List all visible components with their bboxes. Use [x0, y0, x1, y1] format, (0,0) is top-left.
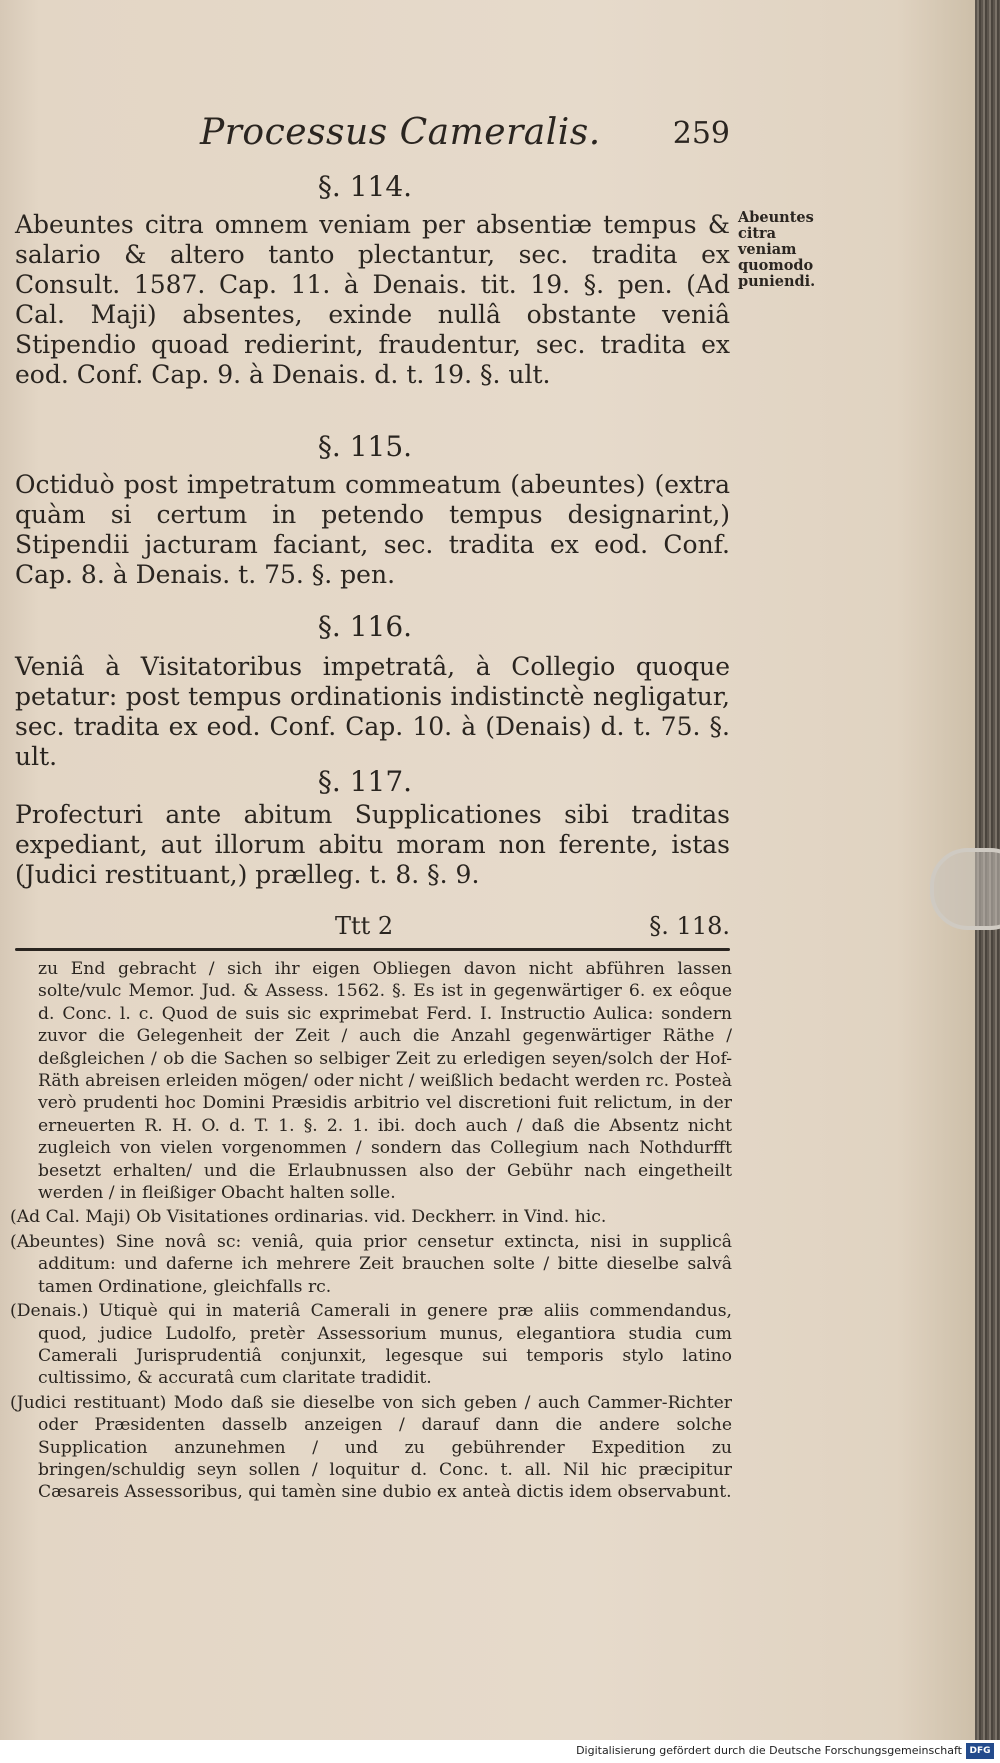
paragraph-115: Octiduò post impetratum commeatum (abeuntes) (extra quàm si certum in petendo tempus designarint,) Stipendii jacturam faciant, sec. tradita ex eod. Conf. Cap. 8. à Denais. t. 75. §. pen. — [15, 470, 730, 589]
paragraph-117: Profecturi ante abitum Supplicationes sibi traditas expediant, aut illorum abitu moram non ferente, istas (Judici restituant,) prælleg. t. 8. §. 9. — [15, 800, 730, 889]
footnote-ad-cal-maji: (Ad Cal. Maji) Ob Visitationes ordinarias. vid. Deckherr. in Vind. hic. — [10, 1207, 607, 1228]
footnote-continuation: zu End gebracht / sich ihr eigen Obliegen davon nicht abführen lassen solte/vulc Memor. Jud. & Assess. 1562. §. Es ist in gegenwärtiger 6. ex eôque d. Conc. l. c. Quod de suis sic exprimebat Ferd. I. Instructio Aulica: sondern zuvor die Gelegenheit der Zeit / auch die Anzahl gegenwärtiger Räthe / deßgleichen / ob die Sachen so selbiger Zeit zu erledigen seyen/solch der Hof-Räth abreisen erleiden mögen/ oder nicht / weißlich bedacht werden rc. Posteà verò prudenti hoc Domini Præsidis arbitrio vel discretioni fuit relictum, in der erneuerten R. H. O. d. T. 1. §. 2. 1. ibi. doch auch / daß die Absentz nicht zugleich von vielen vorgenommen / sondern das Collegium nach Nothdurfft besetzt erhalten/ und die Erlaubnussen also der Gebühr nach eingetheilt werden / in fleißiger Obacht halten solle. — [38, 959, 732, 1204]
page-number: 259 — [672, 116, 730, 151]
footnote-denais: (Denais.) Utiquè qui in materiâ Camerali in genere præ aliis commendandus, quod, judice Ludolfo, pretèr Assessorium munus, elegantiora studia cum Camerali Jurisprudentiâ conjunxit, legesque sui temporis stylo latino cultissimo, & accuratâ cum claritate tradidit. — [10, 1301, 732, 1389]
page-header — [200, 112, 730, 162]
footnote-rule — [15, 948, 730, 951]
signature-line — [15, 912, 730, 948]
paragraph-114: Abeuntes citra omnem veniam per absentiæ tempus & salario & altero tanto plectantur, sec. tradita ex Consult. 1587. Cap. 11. à Denais. tit. 19. §. pen. (Ad Cal. Maji) absentes, exinde nullâ obstante veniâ Stipendio quoad redierint, fraudentur, sec. tradita ex eod. Conf. Cap. 9. à Denais. d. t. 19. §. ult. — [15, 210, 730, 389]
section-mark-116: §. 116. — [317, 610, 413, 643]
footnote-abeuntes: (Abeuntes) Sine novâ sc: veniâ, quia prior censetur extincta, nisi in supplicâ additum: und daferne ich mehrere Zeit brauchen solte / bitte dieselbe salvâ tamen Ordinatione, gleichfalls rc. — [10, 1231, 732, 1297]
section-mark-117: §. 117. — [317, 765, 413, 798]
section-mark-115: §. 115. — [317, 430, 413, 463]
page-clip — [930, 848, 1000, 930]
signature-mark: Ttt 2 — [335, 912, 394, 940]
digitization-footer — [0, 1740, 1000, 1763]
catchword: §. 118. — [649, 912, 730, 940]
section-mark-114: §. 114. — [317, 170, 413, 203]
paragraph-116: Veniâ à Visitatoribus impetratâ, à Collegio quoque petatur: post tempus ordinationis indistinctè negligatur, sec. tradita ex eod. Conf. Cap. 10. à (Denais) d. t. 75. §. ult. — [15, 652, 730, 771]
footnotes — [10, 958, 732, 1506]
margin-note: Abeuntes citra veniam quomodo puniendi. — [738, 209, 816, 290]
running-title: Processus Cameralis. — [200, 112, 601, 153]
footnote-judici-restituant: (Judici restituant) Modo daß sie dieselbe von sich geben / auch Cammer-Richter oder Præsidenten dasselb anzeigen / darauf dann die andere solche Supplication anzunehmen / und zu gebührender Expedition zu bringen/schuldig seyn sollen / loquitur d. Conc. t. all. Nil hic præcipitur Cæsareis Assessoribus, qui tamèn sine dubio ex anteà dictis idem observabunt. — [10, 1392, 732, 1503]
dfg-logo-icon: DFG — [966, 1743, 994, 1759]
footer-credit: Digitalisierung gefördert durch die Deutsche Forschungsgemeinschaft — [576, 1744, 962, 1757]
